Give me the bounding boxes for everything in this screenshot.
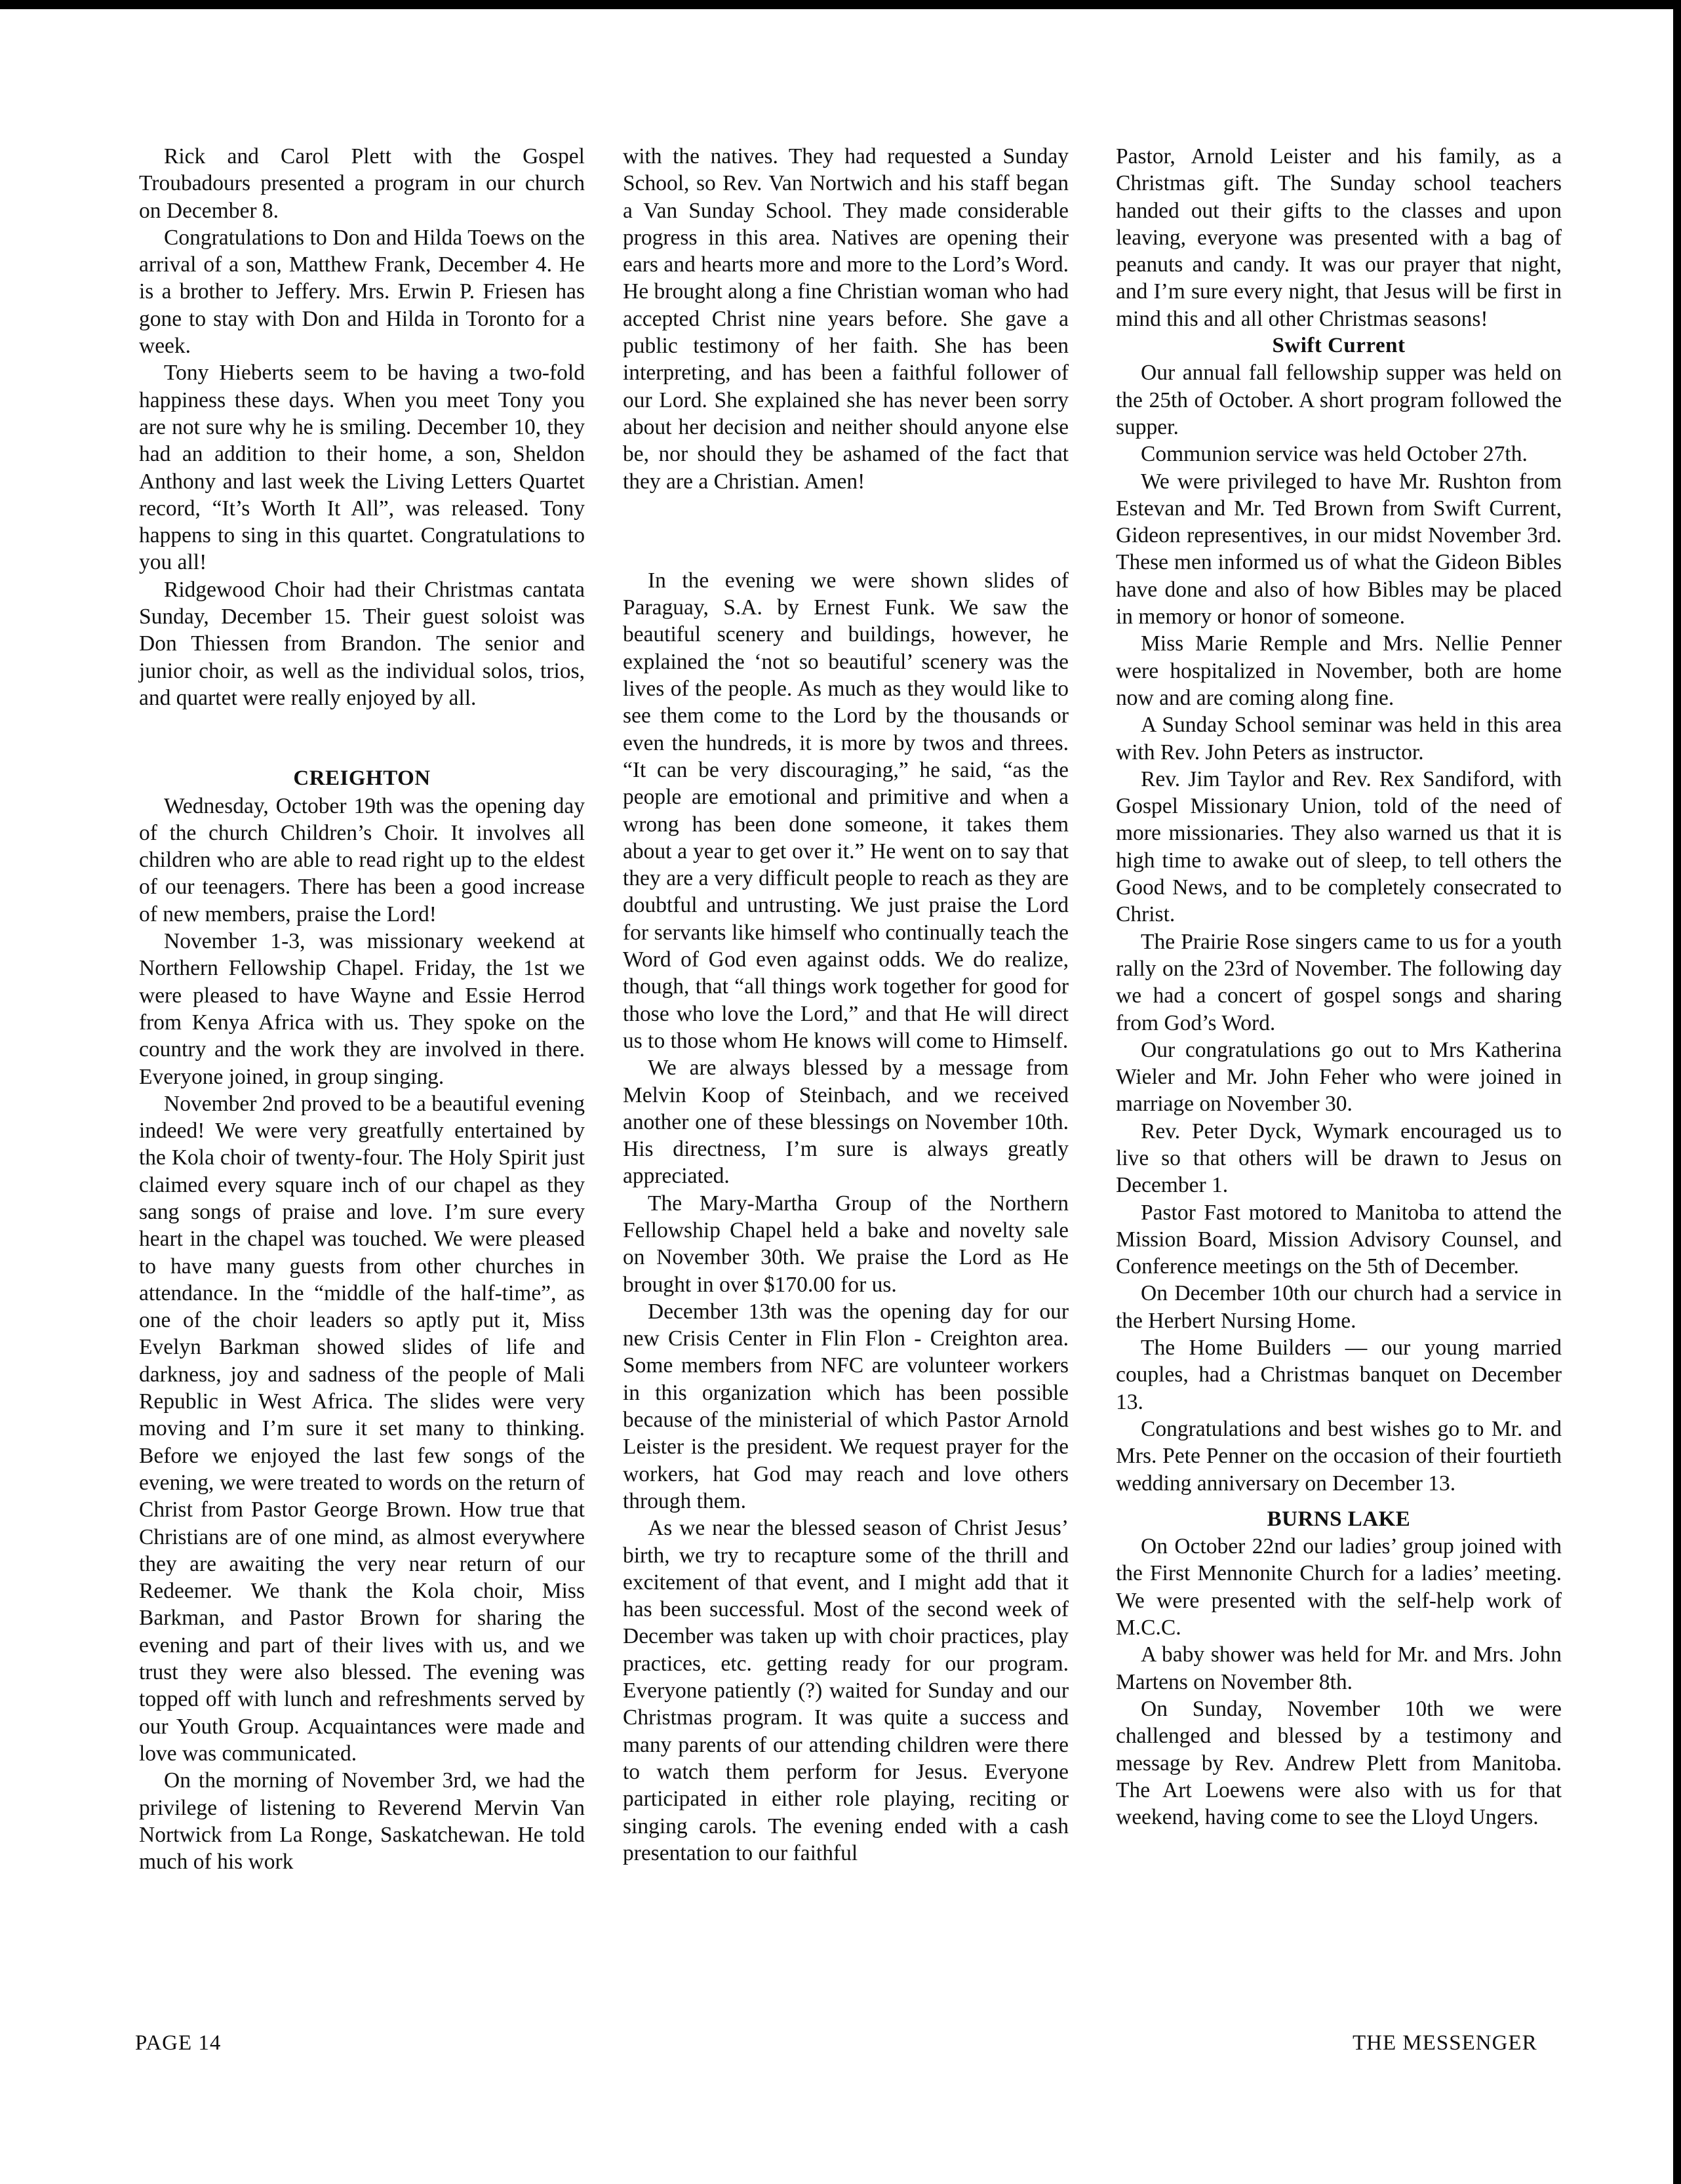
section-heading-creighton: CREIGHTON	[293, 766, 431, 791]
paragraph: On the morning of November 3rd, we had the privilege of listening to Reverend Mervin Van Nortwick from La Ronge, Saskatchewan. He told much of his work	[139, 1768, 585, 1875]
paragraph: Tony Hieberts seem to be having a two-fold happiness these days. When you meet Tony you are not sure why he is smiling. December 10, they had an addition to their home, a son, Sheldon Anthony and last week the Living Letters Quartet record, “It’s Worth It All”, was released. Tony happens to sing in this quartet. Congratulations to you all!	[139, 361, 585, 575]
column-right	[1116, 143, 1562, 1831]
section-heading-burns-lake: BURNS LAKE	[1267, 1507, 1411, 1531]
scan-border-top	[0, 0, 1681, 9]
paragraph: Our annual fall fellowship supper was held on the 25th of October. A short program followed the supper.	[1116, 361, 1562, 439]
paragraph: Rev. Jim Taylor and Rev. Rex Sandiford, with Gospel Missionary Union, told of the need of more missionaries. They also warned us that it is high time to awake out of sleep, to tell others the Good News, and to be completely consecrated to Christ.	[1116, 766, 1562, 927]
paragraph: On October 22nd our ladies’ group joined with the First Mennonite Church for a ladies’ meeting. We were presented with the self-help work of M.C.C.	[1116, 1534, 1562, 1640]
paragraph: Communion service was held October 27th.	[1141, 442, 1528, 467]
paragraph: Pastor Fast motored to Manitoba to attend the Mission Board, Mission Advisory Counsel, and Conference meetings on the 5th of December.	[1116, 1200, 1562, 1279]
paragraph: Our congratulations go out to Mrs Katherina Wieler and Mr. John Feher who were joined in marriage on November 30.	[1116, 1037, 1562, 1117]
paragraph: November 1-3, was missionary weekend at Northern Fellowship Chapel. Friday, the 1st we were pleased to have Wayne and Essie Herrod from Kenya Africa with us. They spoke on the country and the work they are involved in there. Everyone joined, in group singing.	[139, 929, 585, 1089]
publication-name: THE MESSENGER	[1353, 2031, 1537, 2055]
paragraph: Miss Marie Remple and Mrs. Nellie Penner were hospitalized in November, both are home now and are coming along fine.	[1116, 631, 1562, 710]
paragraph: November 2nd proved to be a beautiful evening indeed! We were very greatfully entertained by the Kola choir of twenty-four. The Holy Spirit just claimed every square inch of our chapel as they sang songs of praise and love. I’m sure every heart in the chapel was touched. We were pleased to have many guests from other churches in attendance. In the “middle of the half-time”, as one of the choir leaders so aptly put it, Miss Evelyn Barkman showed slides of life and darkness, joy and sadness of the people of Mali Republic in West Africa. The slides were very moving and I’m sure it set many to thinking. Before we enjoyed the last few songs of the evening, we were treated to words on the return of Christ from Pastor George Brown. How true that Christians are of one mind, as almost everywhere they are awaiting the very near return of our Redeemer. We thank the Kola choir, Miss Barkman, and Pastor Brown for sharing the evening and part of their lives with us, and we trust they were also blessed. The evening was topped off with lunch and refreshments served by our Youth Group. Acquaintances were made and love was communicated.	[139, 1091, 585, 1766]
scan-border-right	[1673, 0, 1681, 2184]
paragraph: On December 10th our church had a service in the Herbert Nursing Home.	[1116, 1281, 1562, 1333]
paragraph: The Prairie Rose singers came to us for a youth rally on the 23rd of November. The following day we had a concert of gospel songs and sharing from God’s Word.	[1116, 929, 1562, 1035]
column-left	[139, 143, 585, 1875]
paragraph: We were privileged to have Mr. Rushton from Estevan and Mr. Ted Brown from Swift Current, Gideon representives, in our midst November 3rd. These men informed us of what the Gideon Bibles have done and also of how Bibles may be placed in memory or honor of someone.	[1116, 469, 1562, 629]
paragraph: Rick and Carol Plett with the Gospel Troubadours presented a program in our church on December 8.	[139, 144, 585, 223]
paragraph: Wednesday, October 19th was the opening day of the church Children’s Choir. It involves all children who are able to read right up to the eldest of our teenagers. There has been a good increase of new members, praise the Lord!	[139, 793, 585, 926]
paragraph: Rev. Peter Dyck, Wymark encouraged us to live so that others will be drawn to Jesus on December 1.	[1116, 1119, 1562, 1198]
section-heading-swift-current: Swift Current	[1272, 334, 1406, 358]
paragraph: The Home Builders — our young married couples, had a Christmas banquet on December 13.	[1116, 1336, 1562, 1414]
paragraph: The Mary-Martha Group of the Northern Fellowship Chapel held a bake and novelty sale on November 30th. We praise the Lord as He brought in over $170.00 for us.	[623, 1191, 1069, 1297]
page-number: PAGE 14	[135, 2031, 222, 2055]
paragraph: A baby shower was held for Mr. and Mrs. John Martens on November 8th.	[1116, 1642, 1562, 1694]
paragraph: As we near the blessed season of Christ Jesus’ birth, we try to recapture some of the thrill and excitement of that event, and I might add that it has been successful. Most of the second week of December was taken up with choir practices, play practices, etc. getting ready for our program. Everyone patiently (?) waited for Sunday and our Christmas program. It was quite a success and many parents of our attending children were there to watch them perform for Jesus. Everyone participated in either role playing, reciting or singing carols. The evening ended with a cash presentation to our faithful	[623, 1516, 1069, 1865]
paragraph: A Sunday School seminar was held in this area with Rev. John Peters as instructor.	[1116, 713, 1562, 764]
paragraph: December 13th was the opening day for our new Crisis Center in Flin Flon - Creighton area. Some members from NFC are volunteer workers in this organization which has been possible because of the ministerial of which Pastor Arnold Leister is the president. We request prayer for the workers, hat God may reach and love others through them.	[623, 1299, 1069, 1513]
column-middle	[623, 143, 1069, 1867]
paragraph: We are always blessed by a message from Melvin Koop of Steinbach, and we received another one of these blessings on November 10th. His directness, I’m sure is always greatly appreciated.	[623, 1056, 1069, 1189]
paragraph: Congratulations and best wishes go to Mr. and Mrs. Pete Penner on the occasion of their fourtieth wedding anniversary on December 13.	[1116, 1416, 1562, 1496]
paragraph: On Sunday, November 10th we were challenged and blessed by a testimony and message by Rev. Andrew Plett from Manitoba. The Art Loewens were also with us for that weekend, having come to see the Lloyd Ungers.	[1116, 1696, 1562, 1830]
paragraph: In the evening we were shown slides of Paraguay, S.A. by Ernest Funk. We saw the beautiful scenery and buildings, however, he explained the ‘not so beautiful’ scenery was the lives of the people. As much as they would like to see them come to the Lord by the thousands or even the hundreds, it is more by twos and threes. “It can be very discouraging,” he said, “as the people are emotional and primitive and when a wrong has been done someone, it takes them about a year to get over it.” He went on to say that they are a very difficult people to reach as they are doubtful and untrusting. We just praise the Lord for servants like himself who continually teach the Word of God even against odds. We do realize, though, that “all things work together for good for those who love the Lord,” and that He will direct us to those whom He knows will come to Himself.	[623, 568, 1069, 1053]
paragraph: Ridgewood Choir had their Christmas cantata Sunday, December 15. Their guest soloist was Don Thiessen from Brandon. The senior and junior choir, as well as the individual solos, trios, and quartet were really enjoyed by all.	[139, 577, 585, 710]
paragraph: Congratulations to Don and Hilda Toews on the arrival of a son, Matthew Frank, December 4. He is a brother to Jeffery. Mrs. Erwin P. Friesen has gone to stay with Don and Hilda in Toronto for a week.	[139, 225, 585, 359]
paragraph: with the natives. They had requested a Sunday School, so Rev. Van Nortwich and his staff began a Van Sunday School. They made considerable progress in this area. Natives are opening their ears and hearts more and more to the Lord’s Word. He brought along a fine Christian woman who had accepted Christ nine years before. She gave a public testimony of her faith. She has been interpreting, and has been a faithful follower of our Lord. She explained she has never been sorry about her decision and neither should anyone else be, nor should they be ashamed of the fact that they are a Christian. Amen!	[623, 144, 1069, 494]
paragraph: Pastor, Arnold Leister and his family, as a Christmas gift. The Sunday school teachers handed out their gifts to the classes and upon leaving, everyone was presented with a bag of peanuts and candy. It was our prayer that night, and I’m sure every night, that Jesus will be first in mind this and all other Christmas seasons!	[1116, 144, 1562, 331]
